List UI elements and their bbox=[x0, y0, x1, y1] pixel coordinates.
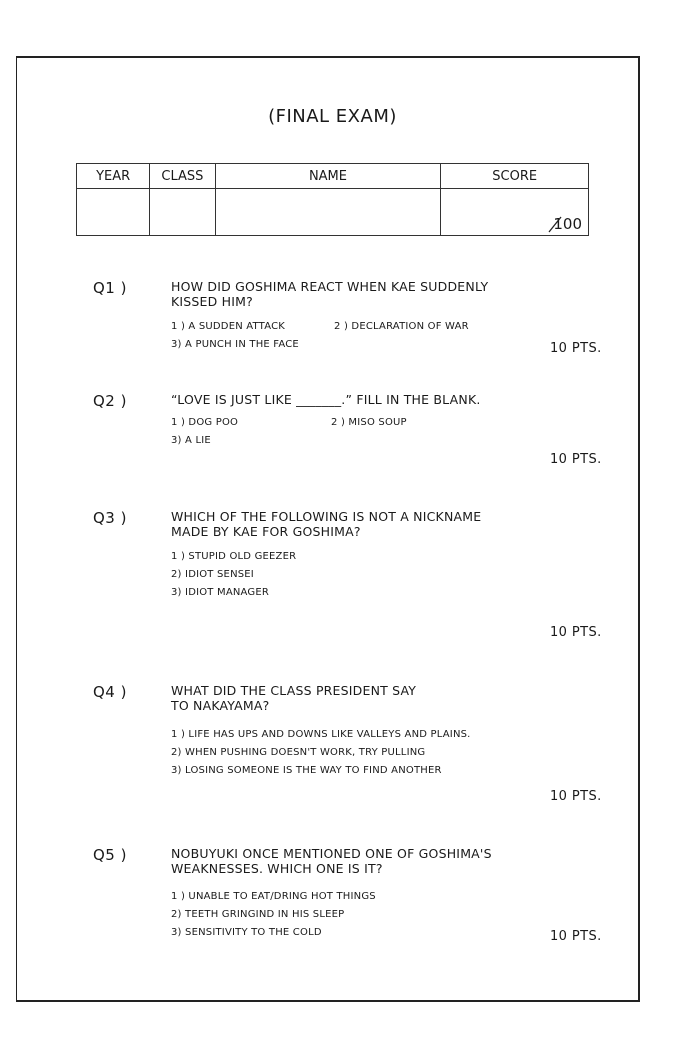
question-number: Q4 ) bbox=[93, 683, 127, 701]
score-cell bbox=[441, 189, 589, 236]
question-number: Q2 ) bbox=[93, 392, 127, 410]
question-line: HOW DID GOSHIMA REACT WHEN KAE SUDDENLY bbox=[171, 279, 489, 294]
answer-option: 1 ) DOG POO bbox=[171, 417, 239, 428]
answer-option: 1 ) UNABLE TO EAT/DRING HOT THINGS bbox=[171, 891, 376, 902]
answer-option: 1 ) LIFE HAS UPS AND DOWNS LIKE VALLEYS AND PLAINS. bbox=[171, 729, 471, 740]
score-denominator: 100 bbox=[553, 215, 582, 233]
points-label: 10 PTS. bbox=[550, 452, 602, 467]
student-info-table bbox=[76, 163, 589, 236]
question-text bbox=[171, 279, 516, 309]
question-text bbox=[171, 683, 516, 713]
question-line: MADE BY KAE FOR GOSHIMA? bbox=[171, 524, 361, 539]
question-line: WHAT DID THE CLASS PRESIDENT SAY bbox=[171, 683, 417, 698]
question-text bbox=[171, 509, 516, 539]
question-line: NOBUYUKI ONCE MENTIONED ONE OF GOSHIMA'S bbox=[171, 846, 492, 861]
name-cell bbox=[215, 189, 441, 236]
answer-option: 2 ) DECLARATION OF WAR bbox=[334, 321, 469, 332]
question-line: WEAKNESSES. WHICH ONE IS IT? bbox=[171, 861, 383, 876]
question-number: Q3 ) bbox=[93, 509, 127, 527]
answer-option: 3) SENSITIVITY TO THE COLD bbox=[171, 927, 322, 938]
answer-option: 3) LOSING SOMEONE IS THE WAY TO FIND ANOTHER bbox=[171, 765, 442, 776]
question-number: Q5 ) bbox=[93, 846, 127, 864]
answer-option: 2) TEETH GRINGIND IN HIS SLEEP bbox=[171, 909, 345, 920]
answer-option: 2) IDIOT SENSEI bbox=[171, 569, 254, 580]
name-header: NAME bbox=[215, 164, 441, 189]
answer-option: 2) WHEN PUSHING DOESN'T WORK, TRY PULLING bbox=[171, 747, 426, 758]
answer-option: 3) A LIE bbox=[171, 435, 211, 446]
answer-option: 3) A PUNCH IN THE FACE bbox=[171, 339, 299, 350]
points-label: 10 PTS. bbox=[550, 341, 602, 356]
class-header: CLASS bbox=[150, 164, 215, 189]
question-line: “LOVE IS JUST LIKE _______.” FILL IN THE BLANK. bbox=[171, 392, 481, 407]
answer-option: 1 ) A SUDDEN ATTACK bbox=[171, 321, 286, 332]
points-label: 10 PTS. bbox=[550, 789, 602, 804]
year-header: YEAR bbox=[77, 164, 150, 189]
answer-option: 3) IDIOT MANAGER bbox=[171, 587, 270, 598]
question-text bbox=[171, 846, 516, 876]
answer-option: 1 ) STUPID OLD GEEZER bbox=[171, 551, 297, 562]
question-line: TO NAKAYAMA? bbox=[171, 698, 270, 713]
score-header: SCORE bbox=[441, 164, 589, 189]
points-label: 10 PTS. bbox=[550, 929, 602, 944]
year-cell bbox=[77, 189, 150, 236]
exam-title: (FINAL EXAM) bbox=[268, 106, 397, 127]
question-text bbox=[171, 392, 531, 407]
question-number: Q1 ) bbox=[93, 279, 127, 297]
class-cell bbox=[150, 189, 215, 236]
points-label: 10 PTS. bbox=[550, 625, 602, 640]
question-line: WHICH OF THE FOLLOWING IS NOT A NICKNAME bbox=[171, 509, 482, 524]
question-line: KISSED HIM? bbox=[171, 294, 253, 309]
answer-option: 2 ) MISO SOUP bbox=[331, 417, 407, 428]
